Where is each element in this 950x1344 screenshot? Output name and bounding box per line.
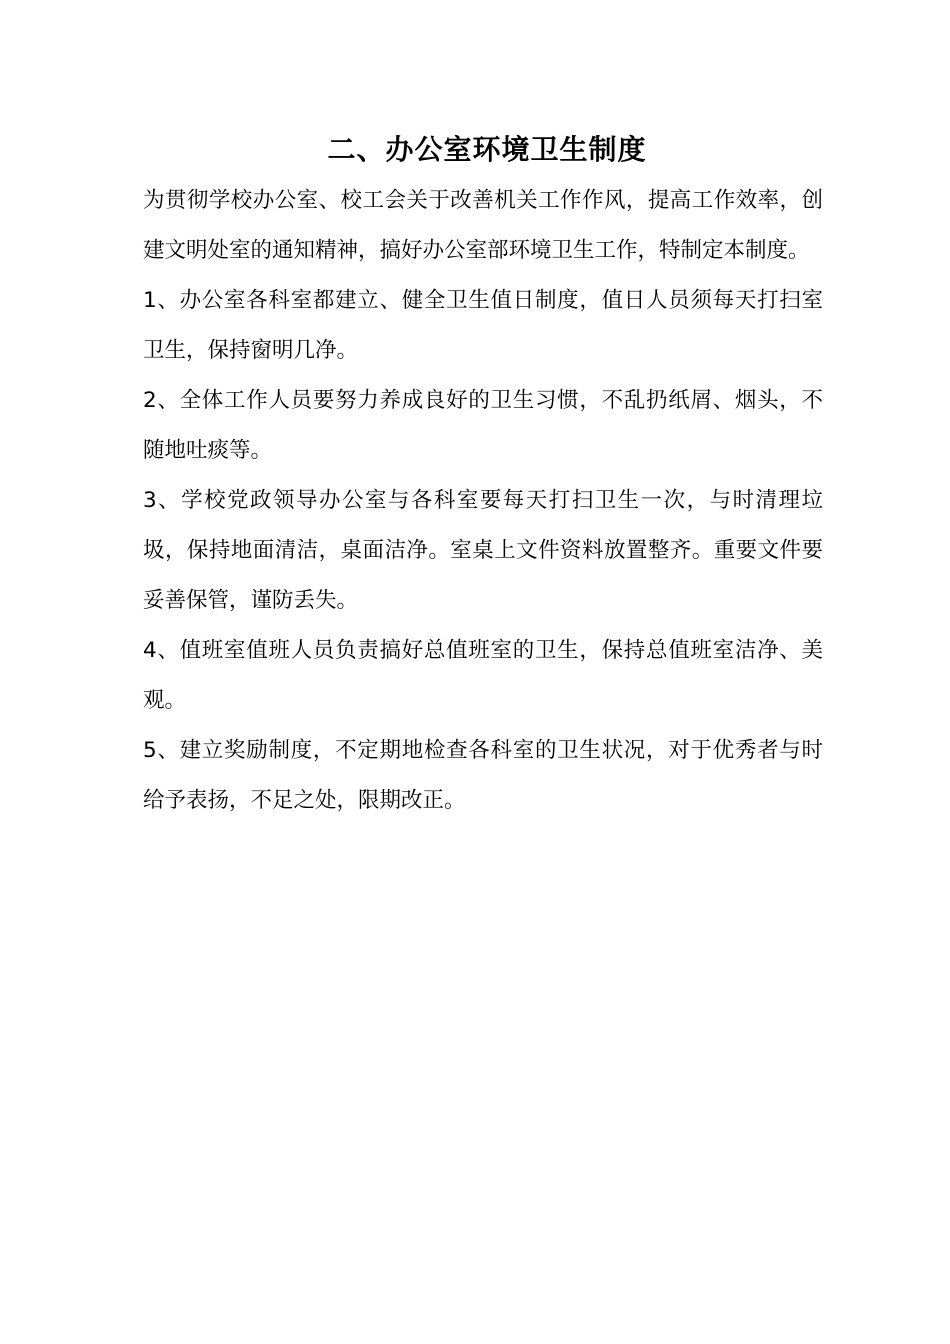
rule-item-5: 5、建立奖励制度，不定期地检查各科室的卫生状况，对于优秀者与时给予表扬，不足之处，限期改正。 [143,738,823,813]
document-page [143,128,823,826]
intro-paragraph: 为贯彻学校办公室、校工会关于改善机关工作作风，提高工作效率，创建文明处室的通知精神，搞好办公室部环境卫生工作，特制定本制度。 [143,188,823,263]
document-title: 二、办公室环境卫生制度 [327,133,647,166]
rule-item-4: 4、值班室值班人员负责搞好总值班室的卫生，保持总值班室洁净、美观。 [143,638,823,713]
rule-item-3: 3、学校党政领导办公室与各科室要每天打扫卫生一次，与时清理垃圾，保持地面清洁，桌面洁净。室桌上文件资料放置整齐。重要文件要妥善保管，谨防丢失。 [143,488,823,613]
rule-item-2: 2、全体工作人员要努力养成良好的卫生习惯，不乱扔纸屑、烟头，不随地吐痰等。 [143,388,823,463]
document-body [143,176,823,826]
rule-item-1: 1、办公室各科室都建立、健全卫生值日制度，值日人员须每天打扫室卫生，保持窗明几净。 [143,288,823,363]
